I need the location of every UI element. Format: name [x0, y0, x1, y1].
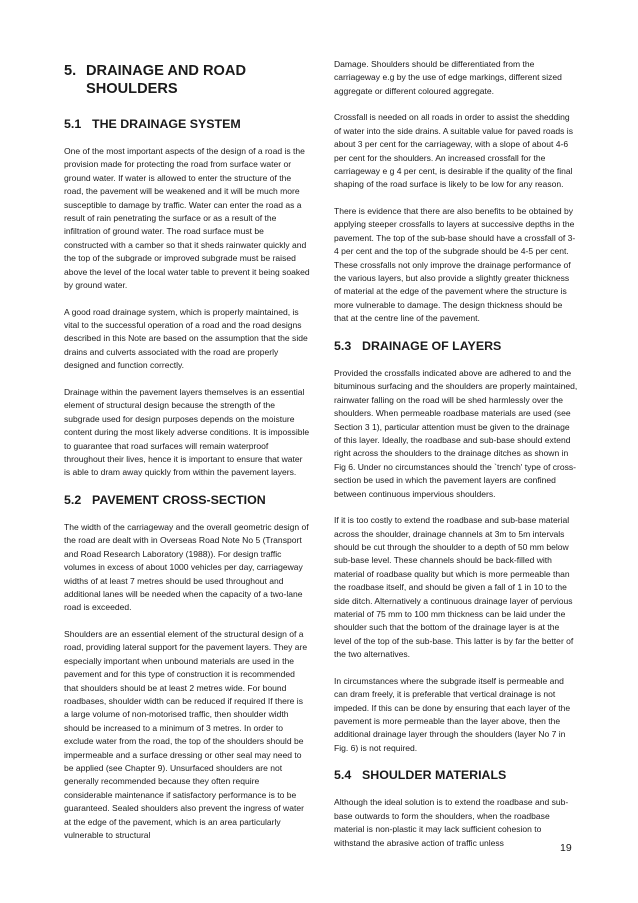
paragraph: If it is too costly to extend the roadbase and sub-base material across the shoulder, drainage channels at 3m to 5m intervals should be cut through the shoulder to a depth of 50 mm below sub-base level. These channels should be back-filled with material of roadbase quality but which is more permeable than the roadbase itself, and should be given a fall of 1 in 10 to the side ditch. Alternatively a continuous drainage layer of pervious material of 75 mm to 100 mm thickness can be laid under the shoulder such that the bottom of the drainage layer is at the level of the top of the sub-base. This latter is by far the better of the two alternatives.: [334, 515, 574, 660]
section-heading-5-4: [334, 768, 578, 783]
page-number: 19: [560, 842, 572, 854]
paragraph: A good road drainage system, which is properly maintained, is vital to the successful operation of a road and the road designs described in this Note are based on the assumption that the side drains and culverts associated with the road are properly designed and function correctly.: [64, 306, 308, 371]
section-number: 5.1: [64, 117, 82, 131]
paragraph: In circumstances where the subgrade itself is permeable and can dram freely, it is preferable that vertical drainage is not impeded. If this can be done by ensuring that each layer of the pavement is more permeable than the layer above, then the additional drainage layer through the shoulders (layer No 7 in Fig. 6) is not required.: [334, 675, 571, 753]
section-number: 5.4: [334, 768, 352, 783]
section-heading-5-3: [334, 339, 578, 354]
paragraph: The width of the carriageway and the overall geometric design of the road are dealt with in Overseas Road Note No 5 (Transport and Road Research Laboratory (1988)). For design traffic volumes in excess of about 1000 vehicles per day, carriageway widths of at least 7 metres should be used throughout and additional lanes will be needed when the capacity of a two-lane road is exceeded.: [64, 521, 309, 613]
chapter-title: DRAINAGE AND ROAD SHOULDERS: [86, 63, 246, 97]
paragraph: Drainage within the pavement layers themselves is an essential element of structural design because the strength of the subgrade used for design purposes depends on the moisture content during the most likely adverse conditions. It is impossible to guarantee that road surfaces will remain waterproof throughout their lives, hence it is important to ensure that water is able to dram away quickly from within the pavement layers.: [64, 386, 310, 478]
section-heading-5-1: [64, 117, 310, 132]
section-title: SHOULDER MATERIALS: [362, 768, 507, 783]
paragraph: Provided the crossfalls indicated above are adhered to and the bituminous surfacing and the shoulders are properly maintained, rainwater falling on the road will be shed harmlessly over the shoulders. When permeable roadbase materials are used (see Section 3 1), particular attention must be given to the drainage of this layer. Ideally, the roadbase and sub-base should extend right across the shoulders to the drainage ditches as shown in Fig 6. Under no circumstances should the `trench' type of cross-section be used in which the pavement layers are confined between continuous impervious shoulders.: [334, 367, 578, 499]
section-title: DRAINAGE OF LAYERS: [362, 338, 502, 353]
section-title: PAVEMENT CROSS-SECTION: [92, 492, 266, 507]
paragraph: Although the ideal solution is to extend the roadbase and sub-base outwards to form the shoulders, when the roadbase material is non-plastic it may lack sufficient cohesion to withstand the abrasive action of traffic unless: [334, 797, 569, 848]
paragraph: Crossfall is needed on all roads in order to assist the shedding of water into the side drains. A suitable value for paved roads is about 3 per cent for the carriageway, with a slope of about 4-6 per cent for the shoulders. An increased crossfall for the carriageway e g 4 per cent, is desirable if the quality of the final shaping of the road surface is likely to be low for any reason.: [334, 112, 573, 190]
chapter-number: 5.: [64, 63, 77, 79]
section-heading-5-2: [64, 493, 310, 508]
paragraph: Damage. Shoulders should be differentiated from the carriageway e.g by the use of edge markings, different sized aggregate or different coloured aggregate.: [334, 59, 562, 96]
chapter-heading: [64, 62, 310, 98]
right-column: [334, 58, 578, 863]
section-title: THE DRAINAGE SYSTEM: [92, 117, 241, 131]
paragraph: One of the most important aspects of the design of a road is the provision made for protecting the road from surface water or ground water. If water is allowed to enter the structure of the road, the pavement will be weakened and it will be much more susceptible to damage by traffic. Water can enter the road as a result of rain penetrating the surface or as a result of the infiltration of ground water. The road surface must be constructed with a camber so that it sheds rainwater quickly and the top of the subgrade or improved subgrade must be raised above the level of the local water table to prevent it being soaked by ground water.: [64, 146, 310, 291]
section-number: 5.2: [64, 492, 82, 507]
left-column: [64, 58, 310, 856]
section-number: 5.3: [334, 338, 352, 353]
paragraph: Shoulders are an essential element of the structural design of a road, providing lateral support for the pavement layers. They are especially important when unbound materials are used in the pavement and for this type of construction it is recommended that shoulders should be at least 2 metres wide. For bound roadbases, shoulder width can be reduced if required If there is a large volume of non-motorised traffic, then shoulder width should be increased to a minimum of 3 metres. In order to exclude water from the road, the top of the shoulders should be impermeable and a surface dressing or other seal may need to be applied (see Chapter 9). Unsurfaced shoulders are not generally recommended because they often require considerable maintenance if satisfactory performance is to be guaranteed. Sealed shoulders also prevent the ingress of water at the edge of the pavement, which is an area particularly vulnerable to structural: [64, 628, 308, 841]
paragraph: There is evidence that there are also benefits to be obtained by applying steeper crossfalls to layers at successive depths in the pavement. The top of the sub-base should have a crossfall of 3-4 per cent and the top of the subgrade should be 4-5 per cent. These crossfalls not only improve the drainage performance of the various layers, but also provide a slightly greater thickness of material at the edge of the pavement where the structure is more vulnerable to damage. The design thickness should be that at the centre line of the pavement.: [334, 206, 576, 324]
